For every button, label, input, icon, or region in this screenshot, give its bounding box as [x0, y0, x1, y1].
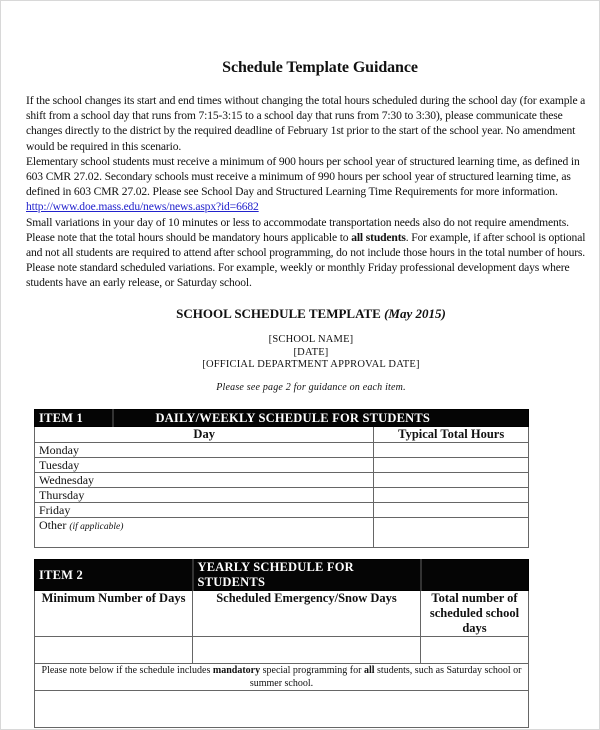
- school-name-placeholder[interactable]: [SCHOOL NAME]: [268, 334, 354, 345]
- day-friday: Friday: [35, 503, 374, 518]
- special-programming-note: [35, 664, 529, 691]
- other-label: Other: [39, 518, 67, 532]
- item2-yearly-table: [34, 559, 529, 728]
- day-wednesday: Wednesday: [35, 473, 374, 488]
- placeholder-block: [1, 334, 600, 372]
- mandatory-hours-text: Please note that the total hours should be mandatory hours applicable to: [26, 230, 352, 244]
- schedule-template-title: [1, 306, 600, 322]
- all-students-emphasis: all students: [351, 230, 406, 244]
- hours-other-input[interactable]: [374, 518, 529, 548]
- note-mandatory-emphasis: mandatory: [212, 665, 261, 676]
- date-placeholder[interactable]: [DATE]: [293, 346, 329, 358]
- table-row-tuesday: [35, 458, 529, 473]
- special-programming-input[interactable]: [35, 691, 529, 728]
- schedule-title-date: (May 2015): [384, 306, 446, 321]
- hours-tuesday-input[interactable]: [374, 458, 529, 473]
- guidance-text: [26, 93, 586, 291]
- hours-wednesday-input[interactable]: [374, 473, 529, 488]
- approval-date-placeholder[interactable]: [OFFICIAL DEPARTMENT APPROVAL DATE]: [202, 359, 420, 370]
- table-row-friday: [35, 503, 529, 518]
- item2-heading: YEARLY SCHEDULE FOR STUDENTS: [193, 560, 421, 591]
- hours-monday-input[interactable]: [374, 443, 529, 458]
- item1-heading: DAILY/WEEKLY SCHEDULE FOR STUDENTS: [113, 410, 529, 427]
- minimum-hours-text: Elementary school students must receive a minimum of 900 hours per school year of structured learning time, as defined in 603 CMR 27.02. Secondary schools must receive a minimum of 990 hours per school year of structured learning time, as defined in 603 CMR 27.02. Please see School Day and Structured Learning Time Requirements for more information.: [26, 154, 580, 199]
- snow-days-input[interactable]: [193, 637, 421, 664]
- table-row-monday: [35, 443, 529, 458]
- column-typical-total-hours: Typical Total Hours: [374, 427, 529, 443]
- total-school-days-input[interactable]: [421, 637, 529, 664]
- item1-column-headers: [35, 427, 529, 443]
- day-thursday: Thursday: [35, 488, 374, 503]
- item1-daily-weekly-table: [34, 409, 529, 548]
- note-text-2: special programming for: [260, 665, 364, 676]
- note-text-1: Please note below if the schedule includes: [41, 665, 213, 676]
- item2-values-row: [35, 637, 529, 664]
- item1-label: ITEM 1: [35, 410, 113, 427]
- item1-header-bar: [35, 410, 529, 427]
- item2-label: ITEM 2: [35, 560, 193, 591]
- table-row-other: [35, 518, 529, 548]
- item2-note-row: [35, 664, 529, 691]
- column-minimum-days: Minimum Number of Days: [35, 591, 193, 637]
- page2-guidance-note: Please see page 2 for guidance on each item.: [216, 382, 406, 393]
- paragraph-mandatory-hours: [26, 230, 586, 260]
- hours-friday-input[interactable]: [374, 503, 529, 518]
- item2-column-headers: [35, 591, 529, 637]
- column-total-school-days: Total number of scheduled school days: [421, 591, 529, 637]
- mandatory-hours-text-cont: . For example, if after school is optional and not all students are required to attend after school programming, do not include those hours in the total number of hours.: [26, 230, 586, 260]
- column-day: Day: [35, 427, 374, 443]
- paragraph-minimum-hours: [26, 154, 586, 215]
- document-title: Schedule Template Guidance: [222, 59, 418, 76]
- item2-header-bar: [35, 560, 529, 591]
- day-tuesday: Tuesday: [35, 458, 374, 473]
- column-snow-days: Scheduled Emergency/Snow Days: [193, 591, 421, 637]
- other-note: (if applicable): [69, 522, 124, 532]
- hours-thursday-input[interactable]: [374, 488, 529, 503]
- schedule-title-text: SCHOOL SCHEDULE TEMPLATE: [176, 306, 381, 321]
- minimum-days-input[interactable]: [35, 637, 193, 664]
- table-row-thursday: [35, 488, 529, 503]
- paragraph-small-variations: Small variations in your day of 10 minutes or less to accommodate transportation needs also do not require amendments.: [26, 215, 569, 229]
- item2-note-value-row: [35, 691, 529, 728]
- item2-header-spacer: [421, 560, 529, 591]
- day-monday: Monday: [35, 443, 374, 458]
- paragraph-standard-variations: Please note standard scheduled variations. For example, weekly or monthly Friday professional development days where students have an early release, or Saturday school.: [26, 261, 570, 290]
- table-row-wednesday: [35, 473, 529, 488]
- paragraph-start-end-times: If the school changes its start and end times without changing the total hours scheduled during the school day (for example a shift from a school day that runs from 7:15-3:15 to a school day that runs from 7:30 to 3:30), please communicate these changes directly to the district by the required deadline of February 1st prior to the start of the school year. No amendment would be required in this scenario.: [26, 94, 586, 153]
- note-text-3: students, such as Saturday school or summer school.: [249, 665, 522, 689]
- note-all-emphasis: all: [363, 665, 375, 676]
- doe-news-link[interactable]: http://www.doe.mass.edu/news/news.aspx?id=6682: [26, 200, 259, 214]
- day-other: [35, 518, 374, 548]
